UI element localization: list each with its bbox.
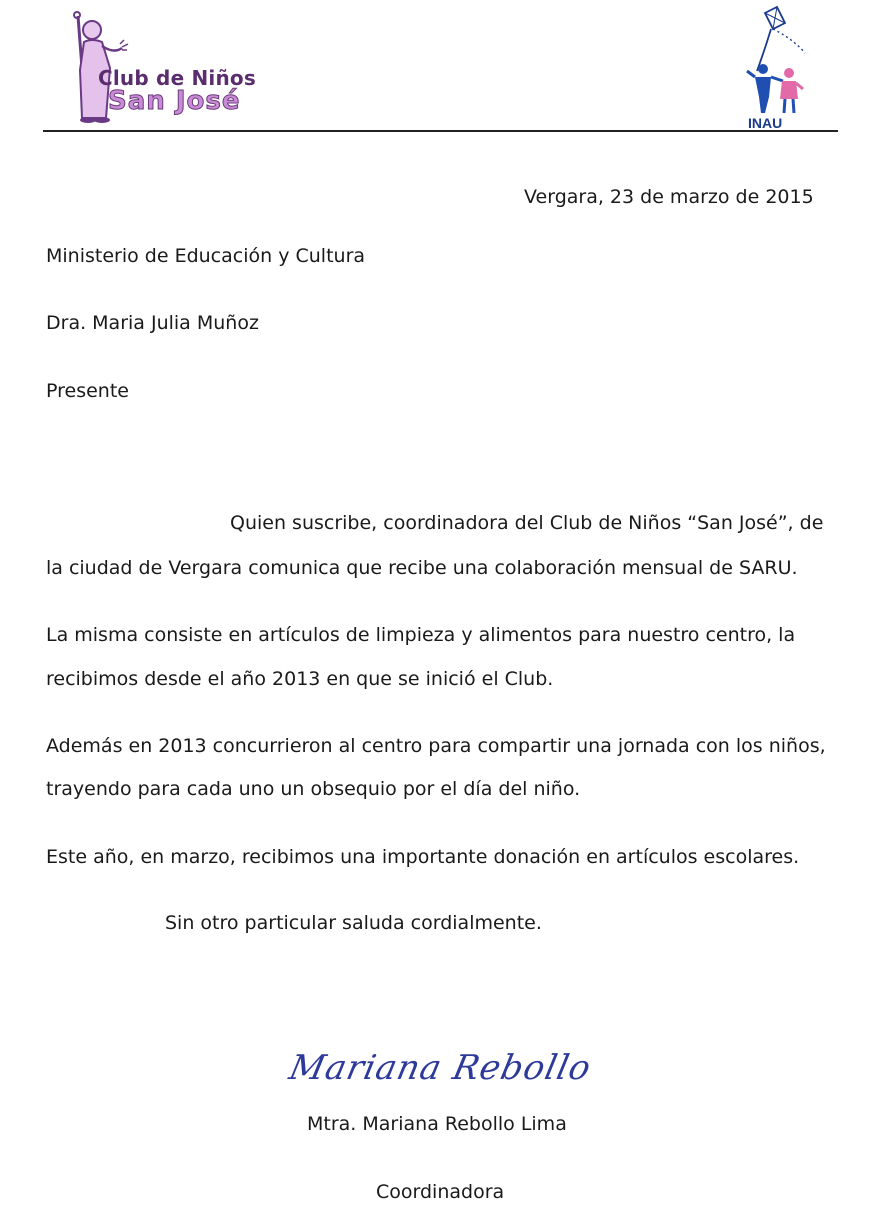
kite-children-icon: [735, 5, 820, 130]
recipient-name: Dra. Maria Julia Muñoz: [46, 312, 259, 334]
handwritten-signature: Mariana Rebollo: [285, 1048, 595, 1088]
inau-label: INAU: [748, 115, 783, 131]
club-name-line2: San José: [108, 86, 241, 116]
salutation: Presente: [46, 380, 129, 402]
paragraph-1-line-2: la ciudad de Vergara comunica que recibe una colaboración mensual de SARU.: [46, 557, 798, 579]
closing-line: Sin otro particular saluda cordialmente.: [165, 912, 542, 934]
header-divider: [43, 130, 838, 132]
inau-logo: [735, 5, 820, 130]
paragraph-1-line-1: Quien suscribe, coordinadora del Club de Niños “San José”, de: [230, 512, 824, 534]
recipient-organization: Ministerio de Educación y Cultura: [46, 245, 366, 267]
club-name-line1: Club de Niños: [98, 66, 256, 90]
paragraph-3-line-2: trayendo para cada uno un obsequio por el día del niño.: [46, 778, 581, 800]
signer-name: Mtra. Mariana Rebollo Lima: [307, 1113, 567, 1135]
paragraph-2-line-1: La misma consiste en artículos de limpieza y alimentos para nuestro centro, la: [46, 624, 796, 646]
date-line: Vergara, 23 de marzo de 2015: [524, 186, 814, 208]
paragraph-4: Este año, en marzo, recibimos una importante donación en artículos escolares.: [46, 846, 800, 868]
paragraph-2-line-2: recibimos desde el año 2013 en que se inició el Club.: [46, 668, 554, 690]
signer-role: Coordinadora: [376, 1181, 505, 1203]
paragraph-3-line-1: Además en 2013 concurrieron al centro para compartir una jornada con los niños,: [46, 735, 826, 757]
